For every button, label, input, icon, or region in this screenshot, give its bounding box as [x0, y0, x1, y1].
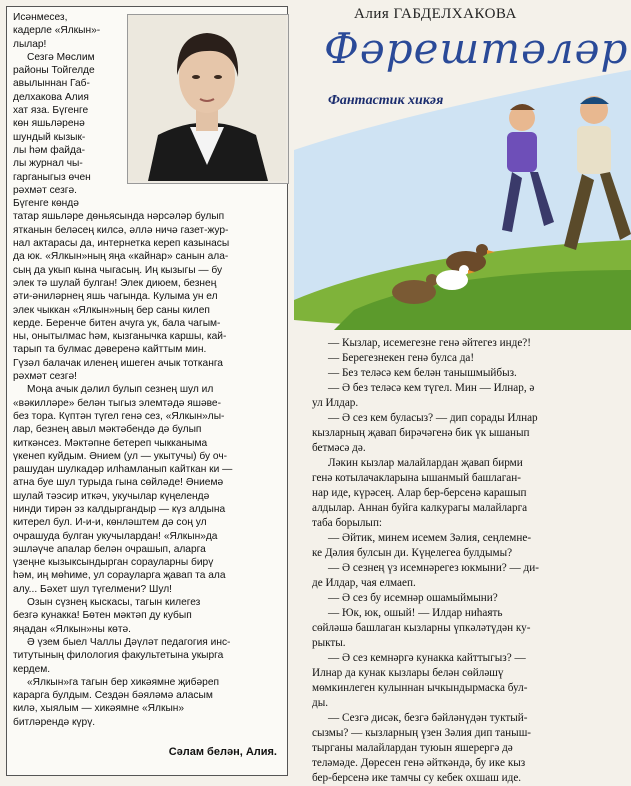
text-line: шундый кызык-	[13, 131, 86, 143]
text-line: алу... Бәхет шул түгелмени? Шул!	[13, 583, 172, 595]
text-line: көн яшьләренә	[13, 118, 85, 130]
text-line: лы һәм файда-	[13, 144, 86, 156]
story-line: — Кызлар, исемегезне генә әйтегез инде?!	[328, 337, 531, 349]
text-line: «Ялкын»га тагын бер хикәямне җибәреп	[27, 676, 220, 688]
text-line: киткәнсез. Мәктәпне бетереп чыкканыма	[13, 437, 208, 449]
story-line: алдылар. Аннан буйга калкурагы малайларга	[312, 502, 528, 514]
story-line: — Әйтик, минем исемем Зәлия, сеңлемне-	[328, 532, 532, 544]
text-line: рәхмәт сезгә.	[13, 184, 78, 196]
story-line: теләмәде. Дөресен генә әйткәндә, бу ике кыз	[312, 757, 526, 769]
story-line: ды.	[312, 697, 329, 709]
text-line: Моңа ачык дәлил булып сезнең шул ил	[27, 384, 214, 396]
letter-column	[6, 6, 288, 776]
signature: Сәлам белән, Алия.	[168, 745, 277, 758]
text-line: рәхмәт сезгә!	[13, 371, 78, 383]
text-line: шулай тәэсир иткәч, укучылар күңелендә	[13, 490, 210, 502]
text-line: китерел бул. И-и-и, көнләштем дә соң ул	[13, 517, 207, 529]
story-line: — Ә сез кемнәргә кунакка кайттыгыз? —	[328, 652, 526, 664]
story-line: ке Дәлия булсын ди. Күңелегеа булдымы?	[312, 547, 513, 559]
text-line: ны, онытылмас һәм, кызганычка каршы, кай-	[13, 331, 227, 343]
text-line: титутының филология факультетына укырга	[13, 650, 224, 662]
story-line: — Ә без теләсә кем түгел. Мин — Илнар, ә	[328, 382, 535, 394]
text-line: Бүгенге көндә	[13, 198, 79, 210]
story-line: ул Илдар.	[312, 397, 359, 409]
story-line: сөйләшә башлаган кызларны үпкәләтүдән ку-	[312, 622, 531, 634]
story-line: — Ә сез кем буласыз? — дип сорады Илнар	[328, 412, 538, 424]
story-column	[294, 0, 631, 784]
text-line: кадерле «Ялкын»-	[13, 25, 101, 37]
text-line: Гүзәл балачак иленең ишеген ачык тотканга	[13, 357, 223, 369]
text-line: без тора. Күптән түгел генә сез, «Ялкын»лы-	[13, 410, 225, 422]
text-line: тарып та булмас дәверенә кайттым мин.	[13, 344, 207, 356]
letter-paragraph-4	[13, 636, 281, 676]
text-line: «вәкилләре» белән тыгыз элемтәдә яшәве-	[13, 397, 221, 409]
story-line: генә котылачакларына ышанмый башлаган-	[312, 472, 521, 484]
text-line: эшләүче апалар белән очрашып, аларга	[13, 543, 206, 555]
letter-paragraph-1	[13, 197, 281, 383]
text-line: да юк. «Ялкын»ның яңа «кайнар» санын ала-	[13, 251, 229, 263]
text-line: районы Тойгелде	[13, 65, 95, 77]
text-line: безгә кунакка! Бөтен мәктәп ду кубып	[13, 610, 192, 622]
text-line: Ә үзем быел Чаллы Дәүләт педагогия инс-	[27, 636, 231, 648]
text-line: нал актарасы да, интернетка кереп казынасы	[13, 238, 230, 250]
story-line: таба борылып:	[312, 517, 383, 529]
text-line: Озын сүзнең кыскасы, тагын килегез	[27, 597, 201, 609]
text-line: гарганыгыз өчен	[13, 171, 91, 183]
text-line: татар яшьләре дөньясында нәрсәләр булып	[13, 211, 225, 223]
text-line: карарга булдым. Сездән бәяләмә аласым	[13, 690, 213, 702]
portrait-icon	[128, 15, 286, 181]
story-line: бетмәсә дә.	[312, 442, 366, 454]
story-line: Илнар да кунак кызлары белән сөйләшү	[312, 667, 504, 679]
story-line: — Без теләсә кем белән танышмыйбыз.	[328, 367, 517, 379]
story-line: — Ә сезнең үз исемнәрегез юкмыни? — ди-	[328, 562, 539, 574]
story-title: Фәрештәләр	[324, 24, 629, 73]
story-line: де Илдар, чая елмаеп.	[312, 577, 416, 589]
text-line: үкенеп куйдым. Әнием (ул — укытучы) бу оч-	[13, 450, 228, 462]
author-portrait-photo	[127, 14, 289, 184]
story-line: — Ә сез бу исемнәр ошамыймыни?	[328, 592, 498, 604]
story-line: мөмкинлеген кулыннан ычкындырмаска бул-	[312, 682, 528, 694]
text-line: һәм, иң мөһиме, ул сорауларга җавап та ала	[13, 570, 226, 582]
text-line: битләрендә күрү.	[13, 716, 96, 728]
story-line: — Сезгә дисәк, безгә бәйләнүдән туктый-	[328, 712, 528, 724]
text-line: Исәнмесез,	[13, 12, 68, 23]
letter-paragraph-2	[13, 383, 281, 596]
text-line: яңадан «Ялкын»ны көтә.	[13, 623, 131, 635]
text-line: делхакова Алия	[13, 91, 89, 103]
text-line: лы журнал чы-	[13, 158, 83, 170]
text-line: рашудан шулкадәр илһамланып кайткан ки —	[13, 464, 233, 476]
text-line: лар, безнең авыл мәктәбендә дә булып	[13, 424, 202, 436]
letter-paragraph-5	[13, 676, 281, 729]
text-line: әти-әниләрнең яшь чагында. Кулыма ун ел	[13, 291, 218, 303]
text-line: хат яза. Бүгенге	[13, 105, 89, 117]
story-line: сызмы? — кызларның үзен Зәлия дип таныш-	[312, 727, 532, 739]
text-line: элек тә шулай булган! Элек диюем, безнең	[13, 277, 217, 289]
text-line: Сезгә Мөслим	[27, 51, 95, 63]
story-line: — Берегезнекен генә булса да!	[328, 352, 475, 364]
text-line: элек чыккан «Ялкын»ның бер саны килеп	[13, 304, 210, 316]
story-line: рыкты.	[312, 637, 346, 649]
text-line: үзеңне кызыксындырган сорауларны бирү	[13, 557, 214, 569]
story-subtitle: Фантастик хикәя	[328, 93, 444, 108]
story-text	[312, 336, 618, 786]
text-line: нинди тирән эз калдыргандыр — күз алдына	[13, 503, 226, 515]
story-line: — Юк, юк, ошый! — Илдар ниһаять	[328, 607, 503, 619]
text-line: очрашуда булган укучылардан! «Ялкын»да	[13, 530, 218, 542]
text-line: авылыннан Габ-	[13, 78, 90, 90]
author-name: Алия ГАБДЕЛХАКОВА	[354, 6, 517, 22]
story-line: тырганы малайлардан туюын яшерергә дә	[312, 742, 513, 754]
text-line: керде. Беренче битен ачуга ук, бала чагым-	[13, 317, 221, 329]
text-line: лылар!	[13, 38, 47, 50]
text-line: атна буе шул турыда гына сөйләде! Әниемә	[13, 477, 224, 489]
text-line: кердем.	[13, 663, 51, 675]
story-line: Ләкин кызлар малайлардан җавап бирми	[328, 457, 523, 469]
text-line: сың да укып кына чыгасың. Иң кызыгы — бу	[13, 264, 223, 276]
story-line: бер-берсенә ике тамчы су кебек охшаш иде.	[312, 772, 522, 784]
story-line: кызларның җавап бирәчәгенә бик үк ышанып	[312, 427, 530, 439]
text-line: килә, хыялым — хикәямне «Ялкын»	[13, 703, 185, 715]
text-line: ятканын беләсең килсә, әллә ничә газет-жур-	[13, 224, 229, 236]
letter-paragraph-3	[13, 596, 281, 636]
story-line: нар иде, күрәсең. Алар бер-берсенә карашып	[312, 487, 527, 499]
